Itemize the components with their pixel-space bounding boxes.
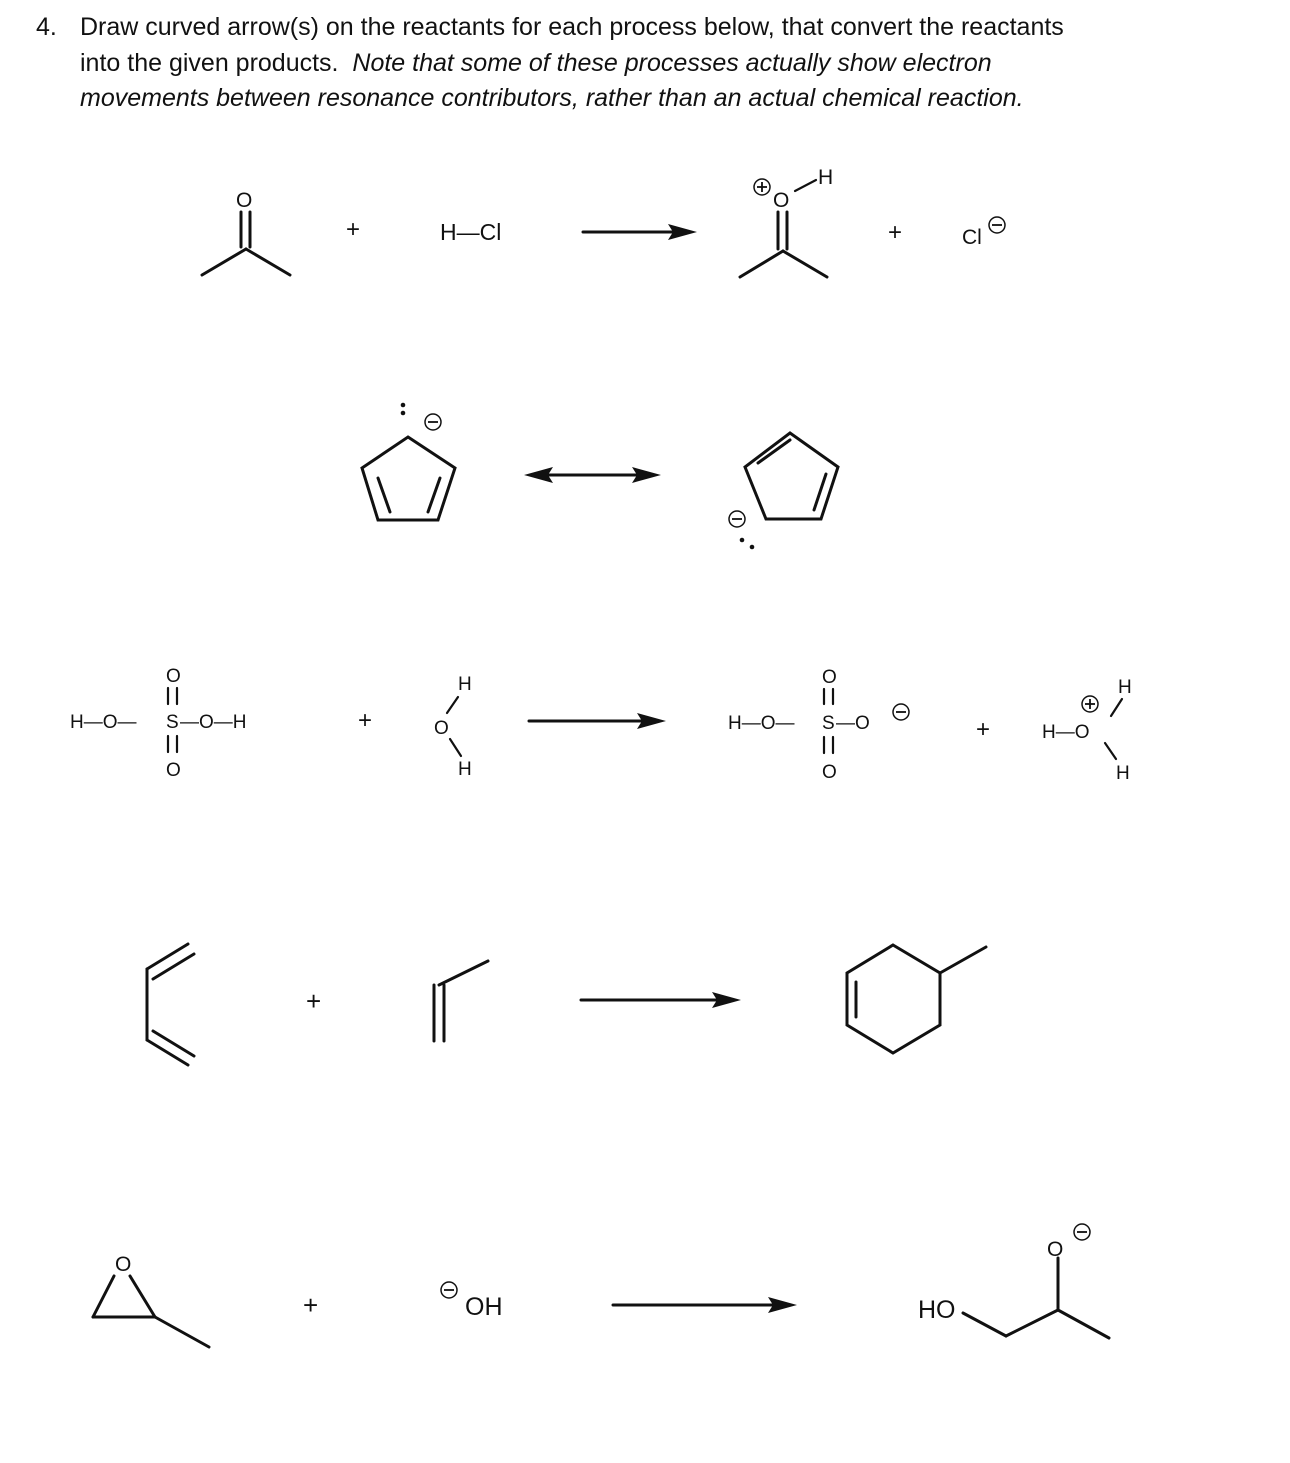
- atom-label-O: O: [115, 1253, 132, 1276]
- hoso-right-label: —O—H: [180, 712, 247, 733]
- resonance-arrow: [524, 467, 661, 483]
- reaction-3: [70, 666, 1132, 784]
- propene-molecule: [434, 961, 488, 1041]
- lone-pair-dot: [750, 545, 755, 550]
- atom-label-O: O: [773, 189, 790, 212]
- minus-charge-icon: [729, 511, 745, 527]
- plus-sign: +: [976, 716, 991, 743]
- plus-sign: +: [346, 216, 361, 243]
- lone-pair-dot: [740, 538, 745, 543]
- atom-label-O: O: [166, 666, 181, 687]
- atom-label-H: H: [1116, 763, 1130, 784]
- reaction-4: [147, 944, 986, 1065]
- atom-label-S: S: [166, 712, 179, 733]
- plus-charge-icon: [754, 179, 770, 195]
- lone-pair-dot: [401, 411, 406, 416]
- reaction-2: [362, 403, 838, 550]
- atom-label-S: S: [822, 713, 835, 734]
- sulfuric-acid-molecule: [70, 666, 247, 781]
- hydronium-molecule: [1042, 677, 1132, 784]
- chloride-label: Cl: [962, 226, 982, 249]
- butadiene-molecule: [147, 944, 194, 1065]
- lone-pair-dot: [401, 403, 406, 408]
- acetone-molecule: [202, 189, 290, 275]
- cyclopentadienyl-anion-right: [729, 433, 838, 549]
- atom-label-H: H: [458, 674, 472, 695]
- atom-label-H: H: [1118, 677, 1132, 698]
- hoso-left-label: H—O—: [728, 713, 795, 734]
- atom-label-O: O: [236, 189, 253, 212]
- reaction-5: [93, 1224, 1109, 1347]
- question-line-1: Draw curved arrow(s) on the reactants for each process below, that convert the reactants: [80, 13, 1064, 41]
- question-line-2-plain: into the given products.: [80, 48, 339, 77]
- minus-charge-icon: [441, 1282, 457, 1298]
- protonated-acetone-molecule: [740, 166, 833, 277]
- plus-sign: +: [888, 219, 903, 246]
- h-o-label: H—O: [1042, 722, 1090, 743]
- atom-label-O: O: [1047, 1238, 1064, 1261]
- minus-charge-icon: [893, 704, 909, 720]
- question-number: 4.: [36, 13, 57, 41]
- hoso-left-label: H—O—: [70, 712, 137, 733]
- plus-charge-icon: [1082, 696, 1098, 712]
- reaction-arrow: [529, 713, 666, 729]
- water-molecule: [434, 674, 472, 780]
- reaction-arrow: [613, 1297, 797, 1313]
- hydroxide-ion: [441, 1282, 503, 1321]
- question-line-2-italic: Note that some of these processes actually show electron: [352, 48, 992, 77]
- reaction-arrow: [583, 224, 697, 240]
- hoso-right-label: —O: [836, 713, 870, 734]
- atom-label-O: O: [822, 762, 837, 783]
- question-line-3: movements between resonance contributors, rather than an actual chemical reaction.: [80, 84, 1024, 112]
- atom-label-H: H: [458, 759, 472, 780]
- ho-label: HO: [918, 1296, 956, 1324]
- atom-label-O: O: [166, 760, 181, 781]
- alkoxide-product-molecule: [918, 1224, 1109, 1338]
- methylcyclohexene-molecule: [847, 945, 986, 1053]
- minus-charge-icon: [1074, 1224, 1090, 1240]
- minus-charge-icon: [989, 217, 1005, 233]
- reaction-1: [202, 166, 1005, 277]
- hcl-label: H—Cl: [440, 219, 502, 245]
- plus-sign: +: [303, 1290, 319, 1320]
- bisulfate-anion-molecule: [728, 667, 909, 783]
- hydroxide-label: OH: [465, 1293, 503, 1321]
- reaction-arrow: [581, 992, 741, 1008]
- plus-sign: +: [358, 707, 373, 734]
- plus-sign: +: [306, 986, 322, 1016]
- atom-label-O: O: [434, 718, 449, 739]
- atom-label-O: O: [822, 667, 837, 688]
- atom-label-H: H: [818, 166, 834, 189]
- cyclopentadienyl-anion-left: [362, 403, 455, 520]
- propylene-oxide-molecule: [93, 1253, 209, 1347]
- minus-charge-icon: [425, 414, 441, 430]
